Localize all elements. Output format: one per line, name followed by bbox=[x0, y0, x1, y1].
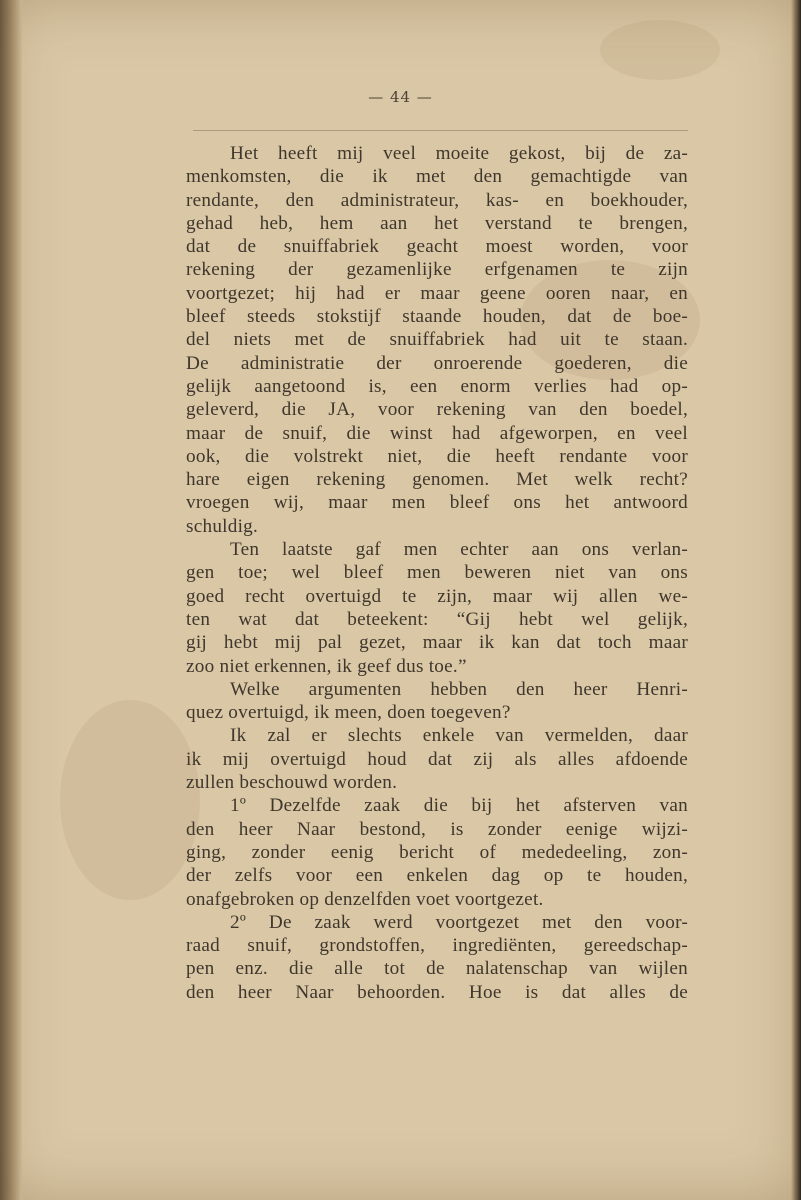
text-line: maar de snuif, die winst had afgeworpen, en veel bbox=[186, 422, 688, 444]
text-line: rekening der gezamenlijke erfgenamen te zijn bbox=[186, 259, 688, 281]
text-line: hare eigen rekening genomen. Met welk recht? bbox=[186, 469, 688, 491]
text-line: ging, zonder eenig bericht of mededeeling, zon- bbox=[186, 841, 688, 863]
text-line: onafgebroken op denzelfden voet voortgezet. bbox=[186, 888, 544, 910]
text-line: goed recht overtuigd te zijn, maar wij allen we- bbox=[186, 585, 688, 607]
body-text bbox=[186, 142, 688, 1004]
text-line: der zelfs voor een enkelen dag op te houden, bbox=[186, 865, 688, 887]
text-line: Welke argumenten hebben den heer Henri- bbox=[230, 678, 688, 700]
text-line: Het heeft mij veel moeite gekost, bij de za- bbox=[230, 143, 688, 164]
text-line: voortgezet; hij had er maar geene ooren naar, en bbox=[186, 282, 688, 304]
text-line: rendante, den administrateur, kas- en boekhouder, bbox=[186, 189, 688, 211]
text-line: vroegen wij, maar men bleef ons het antwoord bbox=[186, 492, 688, 514]
text-line: 2º De zaak werd voortgezet met den voor- bbox=[230, 911, 688, 933]
text-line: dat de snuiffabriek geacht moest worden, voor bbox=[186, 236, 688, 258]
page-outer-edge bbox=[791, 0, 801, 1200]
text-line: den heer Naar bestond, is zonder eenige wijzi- bbox=[186, 818, 688, 840]
page-binding-edge bbox=[0, 0, 22, 1200]
text-line: Ten laatste gaf men echter aan ons verlan- bbox=[230, 539, 688, 561]
text-line: gelijk aangetoond is, een enorm verlies had op- bbox=[186, 375, 688, 397]
text-line: ten wat dat beteekent: “Gij hebt wel gelijk, bbox=[186, 608, 688, 630]
text-line: menkomsten, die ik met den gemachtigde van bbox=[186, 166, 688, 188]
text-line: Ik zal er slechts enkele van vermelden, daar bbox=[230, 725, 688, 747]
text-line: 1º Dezelfde zaak die bij het afsterven van bbox=[230, 795, 688, 817]
text-line: bleef steeds stokstijf staande houden, dat de boe- bbox=[186, 306, 688, 328]
paper-stain bbox=[60, 700, 200, 900]
text-line: den heer Naar behoorden. Hoe is dat alles de bbox=[186, 981, 688, 1003]
text-line: ook, die volstrekt niet, die heeft rendante voor bbox=[186, 445, 688, 467]
text-line: ik mij overtuigd houd dat zij als alles afdoende bbox=[186, 748, 688, 770]
text-line: del niets met de snuiffabriek had uit te staan. bbox=[186, 329, 688, 351]
text-line: schuldig. bbox=[186, 515, 259, 537]
text-line: quez overtuigd, ik meen, doen toegeven? bbox=[186, 702, 511, 724]
text-line: geleverd, die JA, voor rekening van den boedel, bbox=[186, 399, 688, 421]
text-line: raad snuif, grondstoffen, ingrediënten, gereedschap- bbox=[186, 935, 688, 957]
header-rule bbox=[193, 130, 688, 131]
page-number: — 44 — bbox=[368, 88, 433, 106]
text-line: pen enz. die alle tot de nalatenschap van wijlen bbox=[186, 958, 688, 980]
text-line: gen toe; wel bleef men beweren niet van ons bbox=[186, 562, 688, 584]
text-line: gehad heb, hem aan het verstand te brengen, bbox=[186, 212, 688, 234]
text-line: De administratie der onroerende goederen, die bbox=[186, 352, 688, 374]
text-line: zoo niet erkennen, ik geef dus toe.” bbox=[186, 655, 467, 677]
text-line: gij hebt mij pal gezet, maar ik kan dat toch maar bbox=[186, 632, 688, 654]
paper-stain bbox=[600, 20, 720, 80]
text-line: zullen beschouwd worden. bbox=[186, 772, 398, 794]
